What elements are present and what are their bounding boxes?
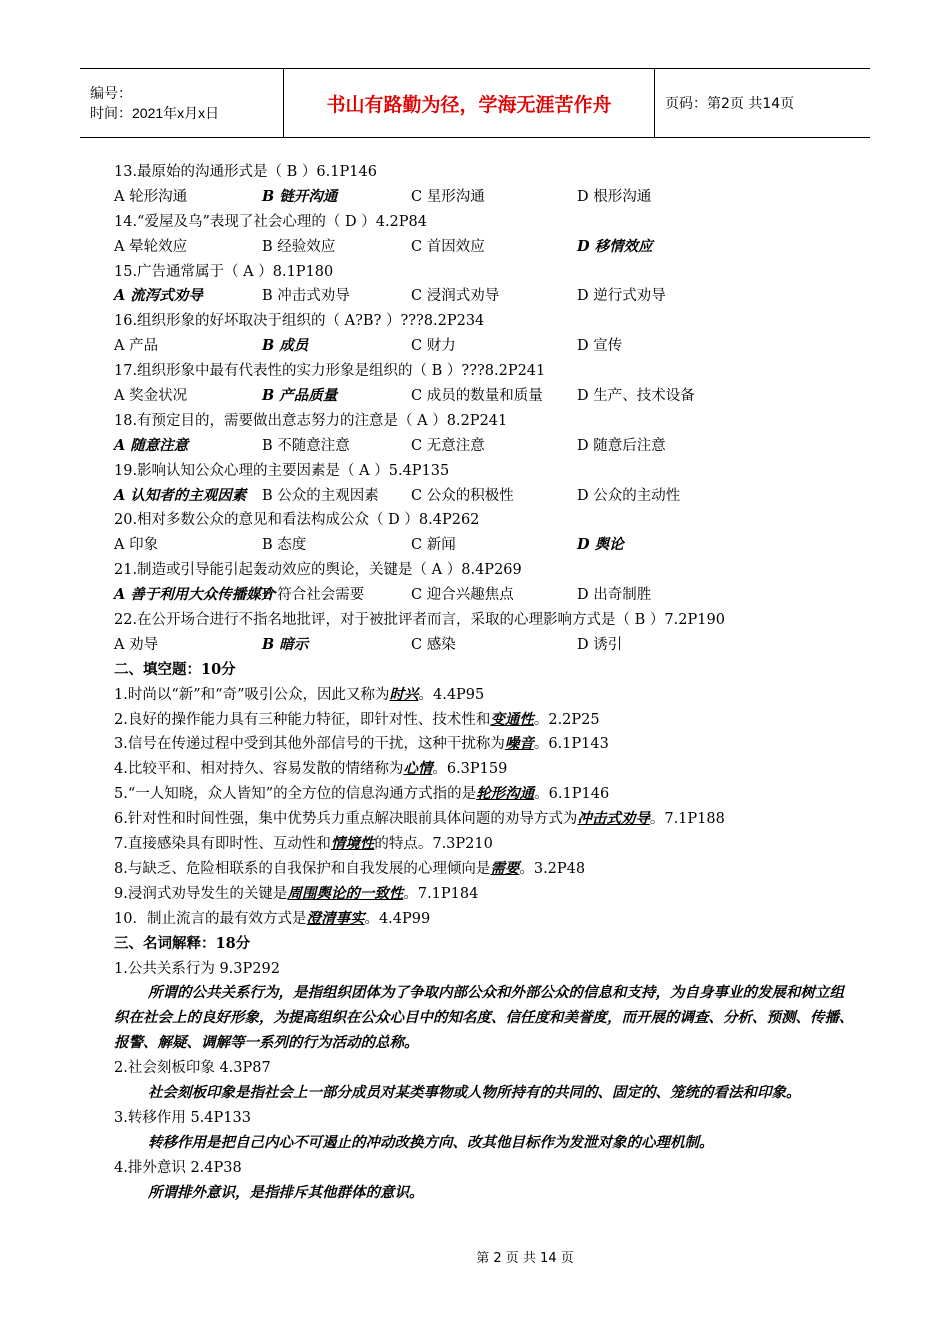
fill-answer: 噪音 xyxy=(504,735,534,753)
option: D 逆行式劝导 xyxy=(577,288,666,305)
correct-option: D 舆论 xyxy=(577,536,624,554)
question-options xyxy=(114,284,854,309)
page-header xyxy=(80,68,870,138)
fill-item xyxy=(114,757,854,782)
fill-item-ref: 。6.1P143 xyxy=(533,736,609,753)
option: A 印象 xyxy=(114,537,159,554)
fill-item xyxy=(114,683,854,708)
question-stem: 21.制造或引导能引起轰动效应的舆论，关键是（ A ）8.4P269 xyxy=(114,562,522,579)
correct-option: D 移情效应 xyxy=(577,237,653,255)
option: C 浸润式劝导 xyxy=(411,288,500,305)
option: A 轮形沟通 xyxy=(114,188,188,205)
option: D 随意后注意 xyxy=(577,437,666,454)
option: B 不随意注意 xyxy=(262,437,350,454)
fill-item-text: 9.浸润式劝导发生的关键是 xyxy=(114,885,288,902)
question-options xyxy=(114,583,854,608)
correct-option: A 善于利用大众传播媒介 xyxy=(114,586,276,604)
option: C 财力 xyxy=(411,338,456,355)
fill-answer: 需要 xyxy=(490,859,520,877)
fill-answer: 冲击式劝导 xyxy=(577,810,650,828)
fill-item xyxy=(114,782,854,807)
option: A 奖金状况 xyxy=(114,388,188,405)
option: C 新闻 xyxy=(411,537,456,554)
fill-answer: 心情 xyxy=(403,760,433,778)
correct-option: A 随意注意 xyxy=(114,436,189,454)
fill-item xyxy=(114,857,854,882)
term-definition: 转移作用是把自己内心不可遏止的冲动改换方向、改其他目标作为发泄对象的心理机制。 xyxy=(148,1133,714,1151)
question-stem: 19.影响认知公众心理的主要因素是（ A ）5.4P135 xyxy=(114,462,450,479)
question-options xyxy=(114,235,854,260)
question-stem: 18.有预定目的，需要做出意志努力的注意是（ A ）8.2P241 xyxy=(114,412,508,429)
header-motto xyxy=(283,69,655,137)
option: A 产品 xyxy=(114,338,159,355)
fill-item xyxy=(114,907,854,932)
question-options xyxy=(114,484,854,509)
correct-option: A 认知者的主观因素 xyxy=(114,486,247,504)
term-heading: 3.转移作用 5.4P133 xyxy=(114,1109,251,1126)
fill-answer: 澄清事实 xyxy=(306,909,365,927)
header-date: 时间：2021年x月x日 xyxy=(90,105,220,121)
fill-item-ref: 。6.3P159 xyxy=(432,761,508,778)
fill-answer: 时兴 xyxy=(389,685,419,703)
question-stem: 15.广告通常属于（ A ）8.1P180 xyxy=(114,263,334,280)
fill-item xyxy=(114,807,854,832)
fill-item-text: 4.比较平和、相对持久、容易发散的情绪称为 xyxy=(114,761,404,778)
fill-item-ref: 。4.4P99 xyxy=(364,910,431,927)
question-stem: 22.在公开场合进行不指名地批评，对于被批评者而言，采取的心理影响方式是（ B ）7.2P190 xyxy=(114,612,725,629)
section-title-fill: 二、填空题：10分 xyxy=(114,660,236,678)
correct-option: B 产品质量 xyxy=(262,387,338,405)
question-options xyxy=(114,633,854,658)
option: C 成员的数量和质量 xyxy=(411,388,543,405)
fill-item-ref: 。7.1P188 xyxy=(649,811,725,828)
fill-item-text: 7.直接感染具有即时性、互动性和 xyxy=(114,836,331,853)
fill-item-text: 8.与缺乏、危险相联系的自我保护和自我发展的心理倾向是 xyxy=(114,860,491,877)
option: C 无意注意 xyxy=(411,437,485,454)
option: D 诱引 xyxy=(577,636,623,653)
fill-item-text: 5.“一人知晓，众人皆知”的全方位的信息沟通方式指的是 xyxy=(114,786,477,803)
fill-item-text: 1.时尚以“新”和“奇”吸引公众，因此又称为 xyxy=(114,686,390,703)
header-number-label: 编号： xyxy=(90,85,132,101)
fill-item-ref: 。4.4P95 xyxy=(418,686,485,703)
question-stem: 17.组织形象中最有代表性的实力形象是组织的（ B ）???8.2P241 xyxy=(114,363,546,380)
option: D 生产、技术设备 xyxy=(577,388,695,405)
option: C 星形沟通 xyxy=(411,188,485,205)
fill-item-text: 3.信号在传递过程中受到其他外部信号的干扰，这种干扰称为 xyxy=(114,736,505,753)
option: D 公众的主动性 xyxy=(577,487,681,504)
fill-item-ref: 的特点。7.3P210 xyxy=(374,836,493,853)
term-definition: 所谓的公共关系行为，是指组织团体为了争取内部公众和外部公众的信息和支持，为自身事业的发展和树立组织在社会上的良好形象，为提高组织在公众心目中的知名度、信任度和美誉度，而开展的调查、分析、预测、传播、报警、解疑、调解等一系列的行为活动的总称。 xyxy=(114,984,854,1052)
option: C 感染 xyxy=(411,636,456,653)
fill-item-ref: 。2.2P25 xyxy=(533,711,600,728)
question-options xyxy=(114,334,854,359)
option: A 晕轮效应 xyxy=(114,238,188,255)
question-options xyxy=(114,434,854,459)
option: B 态度 xyxy=(262,537,307,554)
question-stem: 13.最原始的沟通形式是（ B ）6.1P146 xyxy=(114,164,377,180)
question-options xyxy=(114,533,854,558)
option: C 首因效应 xyxy=(411,238,485,255)
question-stem: 20.相对多数公众的意见和看法构成公众（ D ）8.4P262 xyxy=(114,512,480,529)
fill-answer: 轮形沟通 xyxy=(476,785,535,803)
fill-item xyxy=(114,708,854,733)
fill-item xyxy=(114,732,854,757)
fill-item-ref: 。3.2P48 xyxy=(519,860,586,877)
option: B 冲击式劝导 xyxy=(262,288,350,305)
fill-answer: 变通性 xyxy=(490,710,534,728)
fill-item-ref: 。6.1P146 xyxy=(534,786,610,803)
question-options xyxy=(114,384,854,409)
option: D 出奇制胜 xyxy=(577,587,652,604)
option: B 经验效应 xyxy=(262,238,336,255)
header-page xyxy=(655,69,870,137)
page-footer: 第 2 页 共 14 页 xyxy=(476,1251,574,1266)
correct-option: B 暗示 xyxy=(262,635,309,653)
fill-answer: 情境性 xyxy=(330,835,375,853)
fill-answer: 周围舆论的一致性 xyxy=(287,884,404,902)
section-title-terms: 三、名词解释：18分 xyxy=(114,934,251,952)
option: D 宣传 xyxy=(577,338,623,355)
term-heading: 1.公共关系行为 9.3P292 xyxy=(114,960,280,977)
fill-item-ref: 。7.1P184 xyxy=(403,885,479,902)
header-meta xyxy=(80,69,283,137)
question-stem: 16.组织形象的好坏取决于组织的（ A?B? ）???8.2P234 xyxy=(114,313,485,330)
term-definition: 社会刻板印象是指社会上一部分成员对某类事物或人物所持有的共同的、固定的、笼统的看法和印象。 xyxy=(148,1084,801,1101)
option: A 劝导 xyxy=(114,636,159,653)
option: D 根形沟通 xyxy=(577,188,652,205)
term-heading: 4.排外意识 2.4P38 xyxy=(114,1159,242,1176)
term-heading: 2.社会刻板印象 4.3P87 xyxy=(114,1060,271,1077)
option: C 迎合兴趣焦点 xyxy=(411,587,514,604)
question-options xyxy=(114,185,854,210)
fill-item-text: 10．制止流言的最有效方式是 xyxy=(114,910,307,927)
term-definition: 所谓排外意识，是指排斥其他群体的意识。 xyxy=(148,1183,424,1201)
option: B 符合社会需要 xyxy=(262,587,365,604)
correct-option: B 链开沟通 xyxy=(262,187,338,205)
correct-option: B 成员 xyxy=(262,337,309,355)
correct-option: A 流泻式劝导 xyxy=(114,287,203,305)
header-motto-text: 书山有路勤为径，学海无涯苦作舟 xyxy=(326,93,612,116)
fill-item-text: 2.良好的操作能力具有三种能力特征，即针对性、技术性和 xyxy=(114,711,491,728)
document-body xyxy=(114,160,854,1206)
option: C 公众的积极性 xyxy=(411,487,514,504)
option: B 公众的主观因素 xyxy=(262,487,379,504)
header-page-text: 页码：第2页 共14页 xyxy=(665,96,795,112)
fill-item xyxy=(114,882,854,907)
question-stem: 14.“爱屋及乌”表现了社会心理的（ D ）4.2P84 xyxy=(114,213,427,230)
fill-item xyxy=(114,832,854,857)
fill-item-text: 6.针对性和时间性强，集中优势兵力重点解决眼前具体问题的劝导方式为 xyxy=(114,811,578,828)
